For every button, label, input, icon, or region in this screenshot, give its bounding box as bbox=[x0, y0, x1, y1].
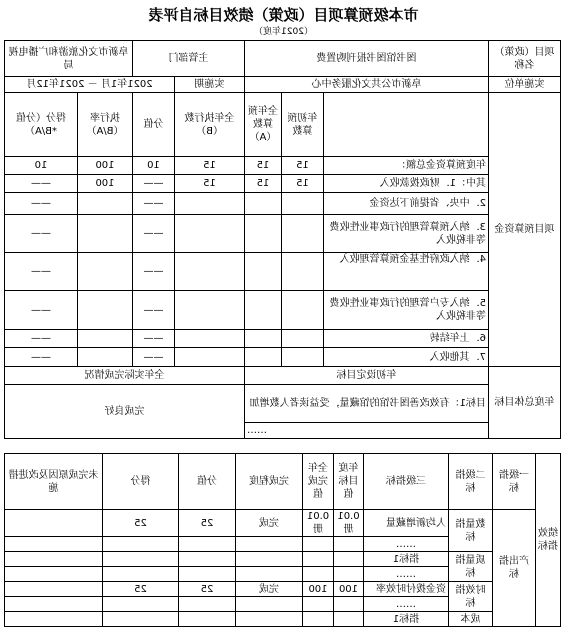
funds-weight: —— bbox=[133, 175, 175, 193]
funds-year-budget bbox=[282, 253, 324, 291]
funds-row-label: 5．纳入专户管理的行政事业性收费等非税收入 bbox=[324, 291, 489, 330]
funds-year-budget bbox=[282, 348, 324, 367]
weight-value bbox=[179, 597, 236, 612]
col-reason: 未完成原因及改进措施 bbox=[5, 454, 103, 510]
funds-rate bbox=[78, 330, 133, 348]
indicator-table bbox=[4, 453, 561, 627]
lvl2-label: 成本 bbox=[449, 612, 493, 627]
lvl2-label: 数量指标 bbox=[449, 510, 493, 552]
funds-row-label: 2．中央、省提前下达资金 bbox=[324, 193, 489, 215]
funds-full-budget bbox=[245, 193, 282, 215]
target-value bbox=[334, 552, 364, 567]
funds-rate: 100 bbox=[78, 157, 133, 175]
lvl3-label: 资金拨付时效率 bbox=[364, 582, 449, 597]
weight-value bbox=[179, 537, 236, 552]
funds-row-label: 年度预算资金总额： bbox=[324, 157, 489, 175]
page-title: 市本级预算项目（政策）绩效目标自评表 bbox=[148, 6, 419, 24]
funds-year-budget bbox=[282, 330, 324, 348]
funds-rate bbox=[78, 253, 133, 291]
indicators-section-label: 绩效指标 bbox=[536, 454, 561, 627]
funds-score: —— bbox=[5, 215, 78, 253]
funds-rate bbox=[78, 215, 133, 253]
lvl3-label: …… bbox=[364, 567, 449, 582]
progress-value bbox=[236, 552, 303, 567]
lvl3-label: 指标1 bbox=[364, 612, 449, 627]
col-exec-rate: 执行率（B/A） bbox=[78, 93, 133, 157]
target-value bbox=[334, 567, 364, 582]
funds-year-budget: 15 bbox=[282, 175, 324, 193]
progress-value: 完成 bbox=[236, 582, 303, 597]
funds-executed bbox=[175, 291, 245, 330]
col-lvl2: 二级指标 bbox=[449, 454, 493, 510]
funds-row bbox=[5, 193, 561, 215]
funds-executed: 15 bbox=[175, 157, 245, 175]
col-weight: 分值 bbox=[179, 454, 236, 510]
funds-executed bbox=[175, 253, 245, 291]
funds-rate: 100 bbox=[78, 175, 133, 193]
score-value bbox=[103, 612, 179, 627]
funds-row bbox=[5, 175, 561, 193]
funds-year-budget bbox=[282, 291, 324, 330]
funds-score: —— bbox=[5, 193, 78, 215]
weight-value: 25 bbox=[179, 510, 236, 537]
progress-value bbox=[236, 597, 303, 612]
funds-row bbox=[5, 215, 561, 253]
col-executed: 全年执行数（B） bbox=[175, 93, 245, 157]
goals-planned-label: 年初设定目标 bbox=[245, 367, 489, 385]
unit-label: 实施单位 bbox=[489, 77, 561, 93]
project-name-label: 项目（政策）名称 bbox=[489, 41, 561, 77]
dept-value: 阜新市文化旅游和广播电视局 bbox=[5, 41, 133, 77]
lvl3-label: …… bbox=[364, 537, 449, 552]
reason-value bbox=[5, 567, 103, 582]
actual-value bbox=[303, 567, 334, 582]
lvl3-label: …… bbox=[364, 597, 449, 612]
funds-row bbox=[5, 157, 561, 175]
actual-value bbox=[303, 612, 334, 627]
reason-value bbox=[5, 552, 103, 567]
goals-planned-text: 目标1：有效改善图书馆的馆藏量，受益读者人数增加 bbox=[245, 385, 489, 423]
funds-full-budget bbox=[245, 291, 282, 330]
actual-value bbox=[303, 552, 334, 567]
funds-score: —— bbox=[5, 330, 78, 348]
funds-executed bbox=[175, 215, 245, 253]
funds-full-budget bbox=[245, 330, 282, 348]
funds-full-budget: 15 bbox=[245, 157, 282, 175]
funds-year-budget bbox=[282, 193, 324, 215]
funds-full-budget: 15 bbox=[245, 175, 282, 193]
page-year: （2021年度） bbox=[254, 27, 313, 37]
col-lvl3: 三级指标 bbox=[364, 454, 449, 510]
weight-value bbox=[179, 612, 236, 627]
funds-weight: 10 bbox=[133, 157, 175, 175]
lvl2-label: 时效指标 bbox=[449, 582, 493, 612]
col-year-budget: 年初预算数 bbox=[282, 93, 324, 157]
funds-year-budget bbox=[282, 215, 324, 253]
funds-weight: —— bbox=[133, 253, 175, 291]
score-value: 25 bbox=[103, 510, 179, 537]
actual-value: 100 bbox=[303, 582, 334, 597]
funds-executed bbox=[175, 330, 245, 348]
lvl3-label: 人均新增藏量 bbox=[364, 510, 449, 537]
col-lvl1: 一级指标 bbox=[493, 454, 536, 510]
funds-score: 10 bbox=[5, 157, 78, 175]
output-label: 产出指标 bbox=[493, 510, 536, 627]
progress-value bbox=[236, 567, 303, 582]
funds-executed bbox=[175, 348, 245, 367]
actual-value bbox=[303, 597, 334, 612]
indicator-row bbox=[5, 582, 561, 597]
reason-value bbox=[5, 582, 103, 597]
funds-section-label: 项目预算资金 bbox=[489, 93, 561, 367]
funds-row-label: 7．其他收入 bbox=[324, 348, 489, 367]
indicator-row bbox=[5, 552, 561, 567]
funds-year-budget: 15 bbox=[282, 157, 324, 175]
funds-score: —— bbox=[5, 348, 78, 367]
reason-value bbox=[5, 510, 103, 537]
funds-rate bbox=[78, 193, 133, 215]
funds-score: —— bbox=[5, 253, 78, 291]
weight-value bbox=[179, 552, 236, 567]
budget-table bbox=[4, 40, 561, 439]
funds-row-label: 4．纳入政府性基金预算管理收入 bbox=[324, 253, 489, 291]
period-label: 实施期 bbox=[175, 77, 245, 93]
target-value bbox=[334, 597, 364, 612]
col-score: 得分 bbox=[103, 454, 179, 510]
actual-value: 0.01册 bbox=[303, 510, 334, 537]
funds-weight: —— bbox=[133, 193, 175, 215]
col-target: 年度目标值 bbox=[334, 454, 364, 510]
progress-value bbox=[236, 612, 303, 627]
lvl2-label: 质量指标 bbox=[449, 552, 493, 582]
reason-value bbox=[5, 597, 103, 612]
score-value bbox=[103, 597, 179, 612]
funds-row-label: 3．纳入预算管理的行政事业性收费等非税收入 bbox=[324, 215, 489, 253]
actual-value bbox=[303, 537, 334, 552]
funds-weight: —— bbox=[133, 215, 175, 253]
col-full-budget: 全年预算数（A） bbox=[245, 93, 282, 157]
funds-executed bbox=[175, 193, 245, 215]
target-value bbox=[334, 537, 364, 552]
funds-row-label: 6．上年结转 bbox=[324, 330, 489, 348]
col-score-weight: 分值 bbox=[133, 93, 175, 157]
funds-score: —— bbox=[5, 291, 78, 330]
funds-full-budget bbox=[245, 215, 282, 253]
funds-row bbox=[5, 330, 561, 348]
unit-value: 阜新市公共文化服务中心 bbox=[245, 77, 489, 93]
goals-actual-text: 完成良好 bbox=[5, 385, 245, 439]
funds-executed: 15 bbox=[175, 175, 245, 193]
funds-row-label: 其中：1．财政拨款收入 bbox=[324, 175, 489, 193]
funds-weight: —— bbox=[133, 330, 175, 348]
indicator-row bbox=[5, 612, 561, 627]
funds-score: —— bbox=[5, 175, 78, 193]
weight-value: 25 bbox=[179, 582, 236, 597]
score-value bbox=[103, 537, 179, 552]
funds-full-budget bbox=[245, 348, 282, 367]
target-value: 0.01册 bbox=[334, 510, 364, 537]
target-value bbox=[334, 612, 364, 627]
weight-value bbox=[179, 567, 236, 582]
col-actual: 全年完成值 bbox=[303, 454, 334, 510]
funds-rate bbox=[78, 348, 133, 367]
funds-rate bbox=[78, 291, 133, 330]
funds-full-budget bbox=[245, 253, 282, 291]
funds-row bbox=[5, 291, 561, 330]
score-value: 25 bbox=[103, 582, 179, 597]
indicator-row bbox=[5, 510, 561, 537]
reason-value bbox=[5, 537, 103, 552]
col-score: 得分（分值*B/A） bbox=[5, 93, 78, 157]
funds-weight: —— bbox=[133, 291, 175, 330]
project-name-value: 图书馆图书报刊购置费 bbox=[245, 41, 489, 77]
period-value: 2021年1月 － 2021年12月 bbox=[5, 77, 175, 93]
goals-actual-label: 全年实际完成情况 bbox=[5, 367, 245, 385]
score-value bbox=[103, 552, 179, 567]
funds-row bbox=[5, 348, 561, 367]
target-value: 100 bbox=[334, 582, 364, 597]
progress-value bbox=[236, 537, 303, 552]
reason-value bbox=[5, 612, 103, 627]
progress-value: 完成 bbox=[236, 510, 303, 537]
goals-section-label: 年度总体目标 bbox=[489, 367, 561, 439]
funds-weight: —— bbox=[133, 348, 175, 367]
lvl3-label: 指标1 bbox=[364, 552, 449, 567]
funds-row bbox=[5, 253, 561, 291]
score-value bbox=[103, 567, 179, 582]
dept-label: 主管部门 bbox=[133, 41, 245, 77]
col-progress: 完成程度 bbox=[236, 454, 303, 510]
goals-planned-more: …… bbox=[245, 423, 489, 439]
